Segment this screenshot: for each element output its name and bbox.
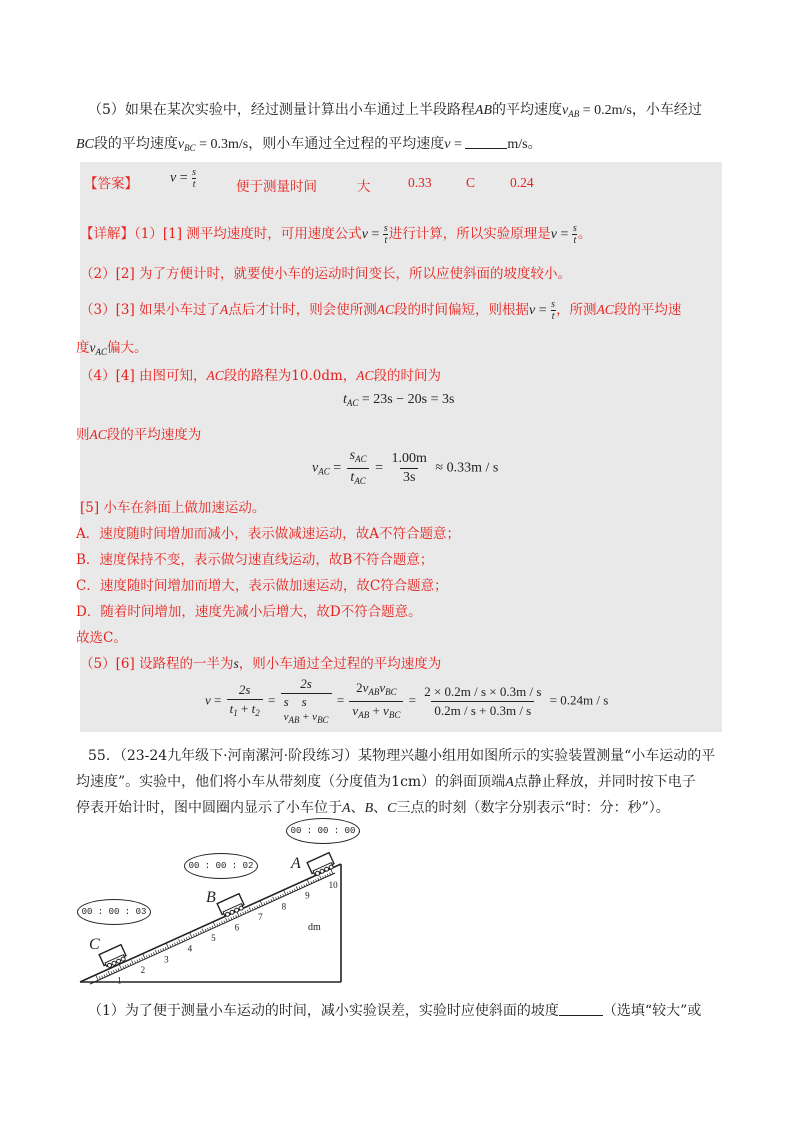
ruler-tick	[193, 934, 194, 936]
ruler-tick	[111, 971, 112, 973]
var: AC	[206, 368, 224, 383]
var: A	[505, 775, 514, 790]
eq: =	[450, 137, 466, 152]
ruler-tick	[205, 929, 206, 931]
ruler-tick	[219, 923, 220, 925]
ruler-tick	[233, 916, 234, 918]
ruler-tick	[294, 889, 295, 891]
ruler-tick	[139, 959, 140, 961]
ruler-tick	[99, 977, 100, 979]
ruler-tick	[301, 886, 302, 888]
ruler-tick	[266, 901, 267, 903]
ruler-tick	[151, 953, 152, 955]
ruler-tick	[290, 891, 291, 893]
ruler-tick	[260, 900, 262, 905]
ruler-tick	[177, 942, 178, 944]
unit: m/s。	[507, 137, 542, 152]
ruler-tick	[189, 936, 190, 938]
ruler-tick	[198, 932, 199, 934]
ruler-tick	[213, 922, 215, 927]
ruler-tick	[273, 897, 275, 901]
var: AC	[376, 302, 395, 317]
ruler-tick	[296, 886, 298, 890]
text: 的平均速度	[492, 102, 563, 118]
ruler-tick	[210, 927, 211, 929]
ruler-tick	[240, 913, 241, 915]
ruler-tick	[106, 973, 107, 975]
value: = 0.2m/s	[579, 103, 632, 118]
eq-result: ≈ 0.33m / s	[435, 460, 499, 476]
ruler-number: 2	[140, 964, 146, 975]
ruler-tick	[254, 907, 255, 909]
text: 段的平均速度	[93, 136, 178, 152]
ruler-tick	[202, 929, 204, 933]
var: A	[220, 302, 229, 317]
text: 。	[577, 226, 592, 242]
ruler-tick	[172, 944, 173, 946]
ruler-tick	[96, 975, 98, 980]
ruler-tick	[311, 881, 312, 883]
ruler-tick	[130, 963, 131, 965]
ruler-tick	[182, 940, 183, 942]
ruler-tick	[143, 953, 145, 958]
ruler-tick	[292, 890, 293, 892]
ruler-tick	[280, 895, 281, 897]
ruler-tick	[153, 952, 154, 954]
ruler-tick	[158, 950, 159, 952]
den: t	[192, 179, 196, 190]
detail-p3: （3）[3] 如果小车过了A点后才计时，则会使所测AC段的时间偏短，则根据v = $\frac{s}{t}$ ，所测AC段的平均速	[80, 299, 682, 323]
ruler-tick	[186, 937, 187, 939]
ruler-tick	[229, 918, 230, 920]
text: 点静止释放，并同时按下电子	[513, 774, 696, 790]
ruler-tick	[118, 968, 119, 970]
text: ，则小车通过全过程的平均速度为	[238, 656, 442, 672]
ruler-tick	[271, 899, 272, 901]
ruler-tick	[113, 970, 114, 972]
value: = 0.3m/s	[195, 137, 249, 152]
ruler-tick	[259, 905, 260, 907]
text: （5）[6] 设路程的一半为	[80, 656, 234, 672]
var: C	[387, 801, 397, 816]
ruler-tick	[316, 879, 317, 881]
ruler-tick	[108, 971, 110, 975]
clock-b: 00 : 00 : 02	[184, 853, 258, 879]
ruler-number: 10	[328, 880, 338, 891]
ruler-number: 5	[211, 933, 216, 944]
ruler-tick	[320, 876, 322, 880]
ruler-tick	[245, 911, 246, 913]
text: 三点的时刻（数字分别表示“时：分：秒”）。	[396, 800, 670, 816]
ruler-tick	[327, 874, 328, 876]
ruler-numbers	[117, 880, 338, 985]
text: （4）[4] 由图可知，	[80, 368, 207, 384]
var: AC	[596, 302, 614, 317]
answer-item-5: 0.24	[510, 175, 534, 190]
clock-c: 00 : 00 : 03	[77, 899, 151, 925]
ruler-tick	[222, 922, 223, 924]
ruler-tick	[184, 939, 185, 941]
var: v	[89, 340, 96, 355]
detail-tag: 【详解】	[80, 226, 134, 242]
var-v: v	[170, 170, 177, 186]
ruler-tick	[269, 900, 270, 902]
text: （1）[1] 测平均速度时，可用速度公式	[134, 226, 362, 242]
ruler-tick	[190, 932, 192, 937]
cart-c	[99, 945, 127, 970]
ruler-tick	[247, 910, 248, 912]
text: 进行计算，所以实验原理是	[388, 226, 551, 242]
ruler-tick	[257, 906, 258, 908]
ruler-tick	[283, 894, 284, 896]
answer-item-4: C	[466, 175, 476, 190]
ruler-tick	[102, 976, 103, 978]
eq-result: = 0.24m / s	[549, 692, 609, 708]
ruler-tick	[119, 964, 121, 969]
ruler-tick	[313, 880, 314, 882]
label-point-c: C	[89, 936, 100, 953]
ruler-tick	[236, 915, 237, 917]
ruler-tick	[116, 969, 117, 971]
ruler-number: 1	[117, 975, 122, 986]
ruler-tick	[175, 943, 176, 945]
ruler-tick	[264, 902, 265, 904]
eq-average-velocity: v = $\frac{2s}{t_1 + t_2}$ = 2s s s $v_{AB} + v_{BC}$ = $2v_{AB}v_{BC}$ $v_{AB} + v_{BC}$ = $\frac{2 \times 0.2m / s \times 0.3m / s}{0.2m / s + 0.3m / s}$ = 0.24m / s	[205, 676, 609, 725]
sub: AC	[346, 398, 359, 408]
fraction: $s_{AC}$ $t_{AC}$	[347, 448, 370, 489]
ruler-tick	[278, 896, 279, 898]
text: 、	[373, 800, 388, 816]
text: 点后才计时，则会使所测	[228, 302, 377, 318]
eq-v-ac: $v_{AC}$ = $s_{AC}$ $t_{AC}$ = $\frac{1.00m}{3s}$ ≈ 0.33m / s	[312, 448, 498, 489]
text: 度	[76, 340, 90, 356]
ruler-tick	[323, 876, 324, 878]
sub: AB	[568, 109, 580, 119]
ruler-number: 4	[187, 943, 193, 954]
ruler-tick	[276, 897, 277, 899]
label-point-a: A	[291, 855, 301, 872]
text: 则	[76, 427, 90, 443]
text: ，所测	[556, 302, 597, 318]
detail-p1: 【详解】（1）[1] 测平均速度时，可用速度公式v = $\frac{s}{t}$ 进行计算，所以实验原理是v = $\frac{s}{t}$ 。	[80, 223, 592, 247]
answer-item-3: 0.33	[408, 175, 432, 190]
var-bc: BC	[76, 137, 94, 152]
label-point-b: B	[206, 889, 216, 906]
text: 均速度”。实验中，他们将小车从带刻度（分度值为1cm）的斜面顶端	[76, 774, 506, 790]
var-v: v	[444, 137, 451, 152]
var: AC	[356, 368, 374, 383]
ruler-tick	[207, 928, 208, 930]
ruler-tick	[299, 887, 300, 889]
num: s	[192, 167, 197, 178]
text: （选填“较大”或	[602, 1003, 702, 1019]
sub: AC	[95, 347, 108, 357]
var: B	[364, 801, 374, 816]
var-ab: AB	[474, 103, 493, 118]
ruler-number: 9	[305, 890, 310, 901]
option-d: D．随着时间增加，速度先减小后增大，故D不符合题意。	[76, 604, 422, 620]
ruler-tick	[284, 890, 286, 895]
text: 段的时间为	[373, 368, 442, 384]
ruler-tick	[135, 961, 136, 963]
ruler-tick	[170, 945, 171, 947]
ruler-tick	[123, 966, 124, 968]
fraction: $\frac{1.00m}{3s}$	[391, 451, 427, 485]
unit-label: dm	[308, 922, 321, 933]
ruler-tick	[132, 960, 134, 964]
ruler-tick	[318, 878, 319, 880]
option-c: C．速度随时间增加而增大，表示做加速运动，故C符合题意；	[76, 578, 448, 594]
eq: =	[176, 170, 192, 186]
var: A	[342, 801, 351, 816]
ruler-tick	[252, 908, 253, 910]
option-b: B．速度保持不变，表示做匀速直线运动，故B不符合题意；	[76, 552, 434, 568]
var-t: t	[343, 392, 347, 407]
choose-line: 故选C。	[76, 630, 127, 646]
ruler-tick	[249, 907, 251, 911]
ruler-tick	[325, 875, 326, 877]
ruler-tick	[160, 949, 161, 951]
ruler-tick	[166, 943, 168, 948]
clock-a: 00 : 00 : 00	[286, 818, 360, 844]
text: （1）为了便于测量小车运动的时间，减小实验误差，实验时应使斜面的坡度	[88, 1003, 559, 1019]
answer-blank[interactable]	[559, 1003, 603, 1016]
ruler-number: 8	[281, 901, 287, 912]
answer-tag: 【答案】	[84, 176, 138, 192]
text: 段的时间偏短，则根据	[394, 302, 530, 318]
text: 停表开始计时，图中圆圈内显示了小车位于	[76, 800, 342, 816]
cart-a	[307, 853, 335, 878]
answer-item-2: 大	[357, 179, 371, 195]
ruler-tick	[146, 955, 147, 957]
ruler-tick	[226, 918, 228, 922]
ruler-tick	[330, 873, 331, 875]
q55-line1: 55．（23-24九年级下·河南漯河·阶段练习）某物理兴趣小组用如图所示的实验装置测量“小车运动的平	[88, 748, 716, 764]
ruler-tick	[224, 920, 225, 922]
detail-p5: [5] 小车在斜面上做加速运动。	[80, 500, 266, 516]
ruler-tick	[287, 892, 288, 894]
ruler-tick	[125, 965, 126, 967]
text: （3）[3] 如果小车过了	[80, 302, 221, 318]
eq-value: = 23s − 20s = 3s	[361, 392, 455, 407]
ruler-tick	[128, 964, 129, 966]
ruler-tick	[304, 884, 305, 886]
var-v: v	[177, 137, 185, 152]
text: ，小车经过	[631, 102, 702, 118]
ruler-tick	[217, 924, 218, 926]
ruler-number: 7	[258, 911, 263, 922]
ruler-tick	[142, 958, 143, 960]
ruler-tick	[137, 960, 138, 962]
text: 段的平均速度为	[106, 427, 202, 443]
text: 、	[350, 800, 365, 816]
sub: BC	[184, 143, 196, 153]
ruler-tick	[163, 948, 164, 950]
ruler-number: 6	[234, 922, 240, 933]
ruler-tick	[149, 954, 150, 956]
var: s	[233, 656, 239, 671]
ruler-tick	[179, 939, 181, 943]
text: ，则小车通过全过程的平均速度	[248, 136, 445, 152]
ruler-tick	[243, 912, 244, 914]
ruler-tick	[307, 879, 309, 884]
ruler-ticks	[96, 869, 333, 980]
q55-sub1	[88, 1000, 701, 1020]
text: 段的路程为10.0dm，	[223, 368, 357, 384]
ruler-tick	[165, 947, 166, 949]
text: 偏大。	[107, 340, 148, 356]
ruler-tick	[306, 883, 307, 885]
answer-item-1: 便于测量时间	[236, 179, 317, 195]
ruler-tick	[104, 975, 105, 977]
ruler-number: 3	[164, 954, 169, 965]
detail-p2: （2）[2] 为了方便计时，就要使小车的运动时间变长，所以应使斜面的坡度较小。	[80, 266, 572, 282]
ruler-tick	[200, 931, 201, 933]
option-a: A．速度随时间增加而减小，表示做减速运动，故A不符合题意；	[76, 526, 460, 542]
text: 段的平均速	[613, 302, 682, 318]
ruler-tick	[231, 917, 232, 919]
text: （5）如果在某次实验中，经过测量计算出小车通过上半段路程	[88, 102, 475, 118]
ruler-tick	[155, 950, 157, 954]
ruler-tick	[212, 926, 213, 928]
ruler-tick	[196, 933, 197, 935]
var: AC	[89, 427, 107, 442]
var-v: v	[562, 103, 569, 118]
